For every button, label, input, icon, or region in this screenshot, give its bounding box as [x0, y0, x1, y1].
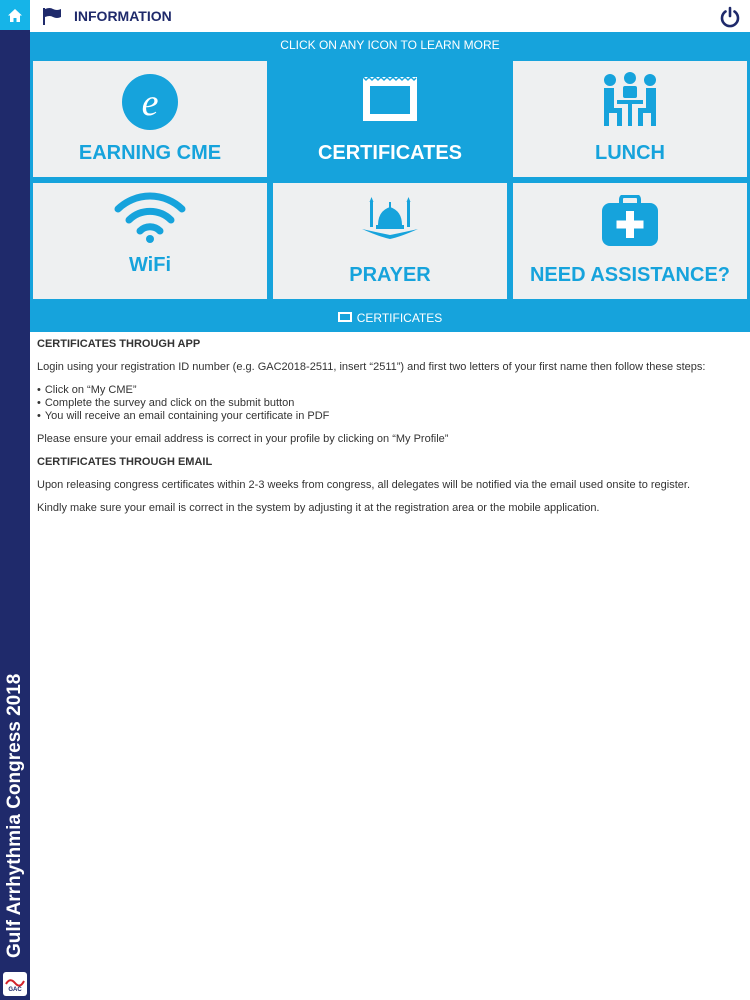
list-item: • Complete the survey and click on the submit button	[37, 397, 743, 410]
tile-certificates[interactable]	[273, 61, 507, 177]
tile-label: EARNING CME	[78, 142, 222, 164]
flag-icon	[42, 7, 62, 25]
first-aid-icon	[513, 195, 747, 247]
tile-earning-cme[interactable]	[33, 61, 267, 177]
congress-title: Gulf Arrhythmia Congress 2018	[4, 673, 25, 958]
tile-label: NEED ASSISTANCE?	[529, 264, 731, 286]
certificates-content	[37, 338, 743, 525]
gac-logo-icon	[4, 975, 26, 993]
power-button[interactable]	[718, 5, 742, 29]
section-title: CERTIFICATES	[356, 311, 443, 325]
list-item: • You will receive an email containing your certificate in PDF	[37, 410, 743, 423]
tile-need-assistance[interactable]	[513, 183, 747, 299]
page-title: INFORMATION	[74, 8, 172, 24]
lunch-icon	[513, 71, 747, 129]
steps-list	[37, 384, 743, 423]
sidebar	[0, 0, 30, 1000]
svg-text:e: e	[141, 82, 159, 124]
wifi-icon	[33, 191, 267, 243]
info-tile-grid	[30, 58, 750, 304]
login-instructions: Login using your registration ID number (e.g. GAC2018-2511, insert “2511”) and first two letters of your first name then follow these steps:	[37, 361, 706, 373]
home-icon	[7, 8, 23, 23]
instruction-bar: CLICK ON ANY ICON TO LEARN MORE	[30, 32, 750, 58]
profile-note: Please ensure your email address is correct in your profile by clicking on “My Profile”	[37, 433, 449, 445]
certificate-icon	[273, 75, 507, 123]
tile-label: PRAYER	[349, 264, 431, 286]
power-icon	[719, 6, 741, 28]
tile-label: LUNCH	[595, 142, 665, 164]
mosque-icon	[273, 197, 507, 241]
home-button[interactable]	[0, 0, 30, 30]
earning-cme-icon	[33, 73, 267, 131]
email-correct-note: Kindly make sure your email is correct in the system by adjusting it at the registration area or the mobile application.	[37, 502, 600, 514]
tile-label: CERTIFICATES	[317, 142, 463, 164]
list-item: • Click on “My CME”	[37, 384, 743, 397]
header	[30, 0, 750, 32]
section-header	[30, 304, 750, 332]
certificate-icon	[338, 312, 352, 322]
heading-certificates-app: CERTIFICATES THROUGH APP	[37, 338, 201, 350]
tile-wifi[interactable]	[33, 183, 267, 299]
email-note: Upon releasing congress certificates within 2-3 weeks from congress, all delegates will be notified via the email used onsite to register.	[37, 479, 690, 491]
heading-certificates-email: CERTIFICATES THROUGH EMAIL	[37, 456, 213, 468]
tile-label: WiFi	[128, 254, 172, 276]
tile-lunch[interactable]	[513, 61, 747, 177]
tile-prayer[interactable]	[273, 183, 507, 299]
gac-logo	[3, 972, 27, 996]
svg-text:GAC: GAC	[8, 987, 22, 993]
